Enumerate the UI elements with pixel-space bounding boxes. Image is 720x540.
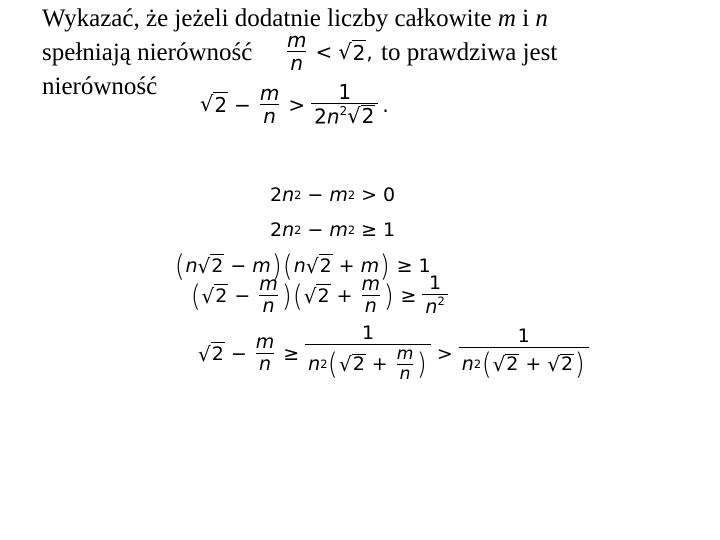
exp-2: 2 xyxy=(347,223,356,237)
fraction-m-over-n xyxy=(394,343,417,384)
radicand: 2 xyxy=(361,104,375,129)
denominator xyxy=(311,103,378,127)
left-paren: ( xyxy=(328,347,339,382)
exp-2: 2 xyxy=(347,188,356,202)
fraction-m-over-n xyxy=(256,272,281,317)
right-paren: ) xyxy=(383,278,394,313)
numerator: 1 xyxy=(517,325,530,348)
sqrt-2 xyxy=(200,92,228,117)
numerator: m xyxy=(259,80,280,105)
step-4 xyxy=(190,274,448,318)
denominator: n xyxy=(260,104,279,127)
problem-text-3: nierówność xyxy=(42,73,158,100)
m: m xyxy=(360,255,380,277)
m: m xyxy=(329,219,348,241)
sqrt-2 xyxy=(198,342,225,366)
radicand: 2 xyxy=(561,353,574,376)
greater-or-equal: ≥ xyxy=(361,219,377,241)
n: n xyxy=(293,255,306,277)
minus: − xyxy=(230,342,247,365)
radicand: 2 xyxy=(352,353,365,376)
greater-than: > xyxy=(288,92,306,117)
numerator: m xyxy=(287,28,307,52)
sqrt-2 xyxy=(338,40,366,65)
variable-m: m xyxy=(497,5,516,32)
right-paren: ) xyxy=(417,347,427,382)
n: n xyxy=(282,219,295,241)
denominator xyxy=(305,344,431,384)
radicand: 2 xyxy=(211,255,224,277)
fraction-m-over-n xyxy=(253,330,278,375)
m: m xyxy=(252,255,271,277)
radical-sign: √ xyxy=(338,352,352,377)
numerator: 1 xyxy=(361,322,375,344)
step-5 xyxy=(198,324,589,384)
greater-than: > xyxy=(436,342,453,365)
denominator: n xyxy=(287,51,306,74)
numerator: 1 xyxy=(338,80,352,104)
radicand: 2 xyxy=(319,255,332,277)
radical-sign: √ xyxy=(303,283,317,308)
greater-or-equal: ≥ xyxy=(396,255,413,277)
radical-sign: √ xyxy=(197,254,211,278)
radical-sign: √ xyxy=(338,39,352,64)
denominator xyxy=(459,347,589,380)
coef-2: 2 xyxy=(314,104,327,129)
sqrt-2 xyxy=(202,284,229,308)
radical-sign: √ xyxy=(305,254,319,278)
numerator: m xyxy=(396,343,414,364)
sqrt-2 xyxy=(347,105,375,127)
right-paren: ) xyxy=(574,347,585,382)
one: 1 xyxy=(383,219,396,241)
m: m xyxy=(329,184,348,206)
right-paren: ) xyxy=(379,249,390,283)
greater-or-equal: ≥ xyxy=(283,342,300,365)
n: n xyxy=(185,255,198,277)
plus: + xyxy=(338,255,355,277)
radicand: 2 xyxy=(211,342,224,365)
variable-n: n xyxy=(535,5,548,32)
conjunction-i: i xyxy=(515,5,536,32)
exp-2: 2 xyxy=(294,223,302,237)
step-2 xyxy=(270,219,395,241)
radicand: 2 xyxy=(352,40,366,65)
radicand: 2 xyxy=(214,93,228,118)
radical-sign: √ xyxy=(201,283,215,308)
denominator: n xyxy=(259,295,277,317)
greater-or-equal: ≥ xyxy=(400,284,417,307)
sqrt-2 xyxy=(493,354,520,375)
numerator: 1 xyxy=(429,272,442,294)
zero: 0 xyxy=(383,184,396,206)
denominator: n xyxy=(362,295,380,317)
right-paren: ) xyxy=(271,249,282,283)
radical-sign: √ xyxy=(200,92,214,117)
n: n xyxy=(308,352,321,375)
denominator xyxy=(422,294,447,318)
minus: − xyxy=(234,284,251,307)
fraction-m-over-n xyxy=(358,272,383,317)
left-paren: ( xyxy=(190,278,201,313)
radical-sign: √ xyxy=(347,104,361,129)
radical-sign: √ xyxy=(547,352,561,377)
fraction-1-over-n2 xyxy=(422,274,447,318)
problem-text-2: spełniają nierówność xyxy=(42,39,253,66)
fraction-1-over-n2-sqrt2-plus-m-over-n xyxy=(305,324,431,384)
sqrt-2 xyxy=(304,284,331,308)
denominator: n xyxy=(397,364,414,384)
problem-text-2b: to prawdziwa jest xyxy=(381,39,558,66)
n: n xyxy=(326,104,340,129)
minus: − xyxy=(230,255,247,277)
exp-2: 2 xyxy=(473,356,482,371)
exp-2: 2 xyxy=(294,188,302,202)
comma: , xyxy=(366,40,373,64)
coef-2: 2 xyxy=(270,219,283,241)
coef-2: 2 xyxy=(270,184,283,206)
numerator: m xyxy=(259,272,278,295)
problem-line-2b xyxy=(381,38,557,68)
numerator: m xyxy=(255,330,275,353)
n: n xyxy=(282,184,295,206)
minus: − xyxy=(307,184,324,206)
fraction-1-over-n2-sqrt2-plus-sqrt2 xyxy=(459,327,589,380)
fraction-m-over-n xyxy=(284,30,309,74)
fraction-1-over-2n2sqrt2 xyxy=(311,82,378,127)
thesis-inequality xyxy=(200,82,389,127)
n: n xyxy=(461,352,474,375)
radicand: 2 xyxy=(317,284,330,307)
radicand: 2 xyxy=(506,353,519,376)
plus: + xyxy=(525,352,542,375)
left-paren: ( xyxy=(283,249,293,283)
less-than: < xyxy=(315,40,333,64)
radical-sign: √ xyxy=(198,341,211,366)
minus: − xyxy=(307,219,324,241)
radical-sign: √ xyxy=(492,352,506,377)
exp-2: 2 xyxy=(320,356,328,371)
problem-line-2 xyxy=(42,38,252,68)
radicand: 2 xyxy=(215,284,228,307)
right-paren: ) xyxy=(281,278,292,313)
problem-text-1: Wykazać, że jeżeli dodatnie liczby całkowite xyxy=(42,5,498,32)
greater-than: > xyxy=(361,184,377,206)
plus: + xyxy=(336,284,353,307)
one: 1 xyxy=(418,255,431,277)
fraction-m-over-n xyxy=(257,80,282,128)
left-paren: ( xyxy=(174,249,185,283)
exp-2: 2 xyxy=(437,293,445,308)
step-1 xyxy=(270,184,395,206)
plus: + xyxy=(371,352,388,375)
left-paren: ( xyxy=(481,347,492,382)
minus: − xyxy=(234,92,251,117)
exp-2: 2 xyxy=(339,104,348,118)
n: n xyxy=(425,295,438,318)
sqrt-2 xyxy=(547,354,574,375)
period: . xyxy=(382,92,389,117)
left-paren: ( xyxy=(293,278,303,313)
problem-line-3 xyxy=(42,72,157,102)
sqrt-2 xyxy=(339,354,366,375)
denominator: n xyxy=(256,353,274,375)
given-inequality xyxy=(284,30,373,74)
numerator: m xyxy=(361,272,380,295)
